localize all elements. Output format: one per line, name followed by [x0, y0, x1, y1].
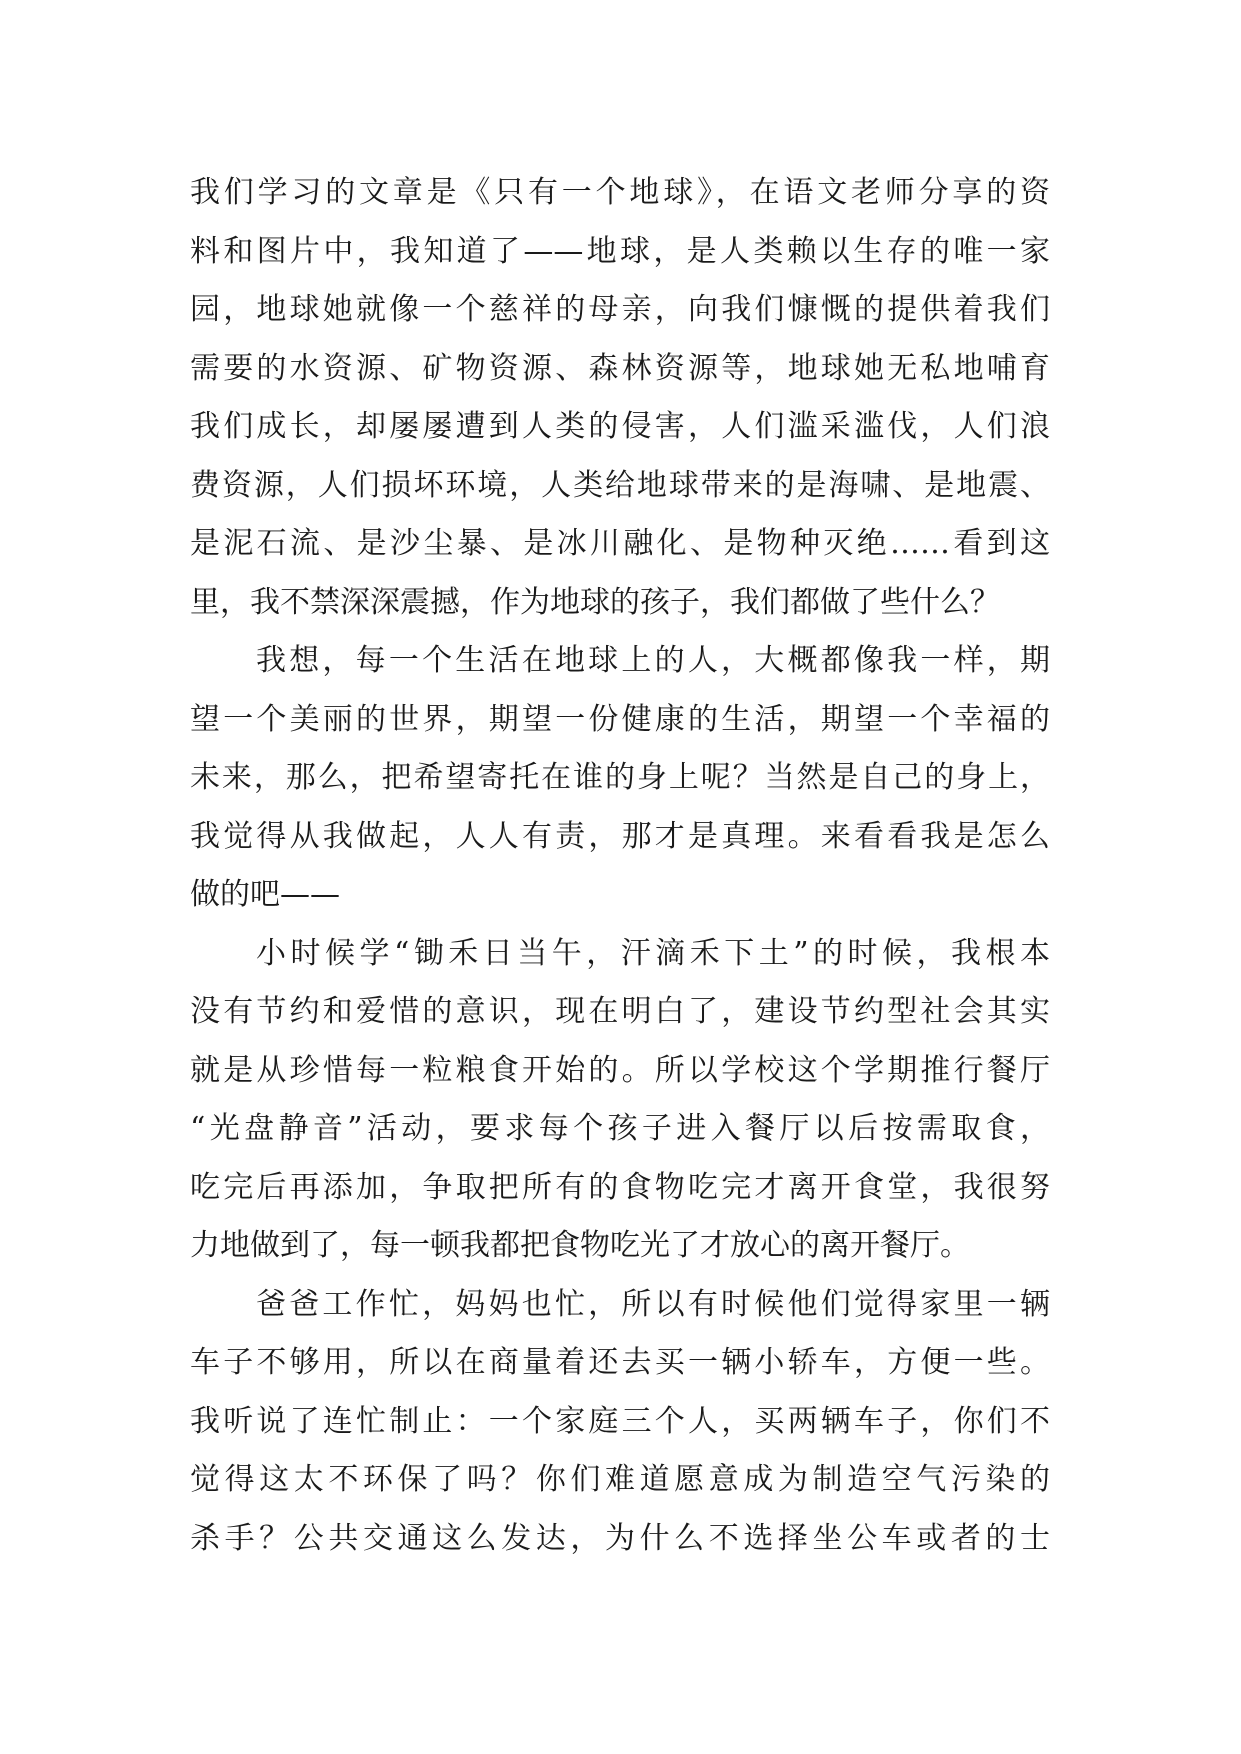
text-line: 是泥石流、是沙尘暴、是冰川融化、是物种灭绝……看到这	[190, 526, 1050, 561]
text-line: 杀手？公共交通这么发达，为什么不选择坐公车或者的士	[190, 1520, 1050, 1556]
text-line: 觉得这太不环保了吗？你们难道愿意成为制造空气污染的	[190, 1462, 1050, 1497]
body-text	[190, 164, 1050, 1568]
text-line: 费资源，人们损坏环境，人类给地球带来的是海啸、是地震、	[190, 467, 1050, 503]
text-line: 就是从珍惜每一粒粮食开始的。所以学校这个学期推行餐厅	[190, 1052, 1050, 1088]
paragraph-first-line: 爸爸工作忙，妈妈也忙，所以有时候他们觉得家里一辆	[256, 1286, 1050, 1322]
text-line: 做的吧——	[190, 877, 340, 912]
text-line: “光盘静音”活动，要求每个孩子进入餐厅以后按需取食，	[190, 1111, 1050, 1146]
text-line: 望一个美丽的世界，期望一份健康的生活，期望一个幸福的	[190, 701, 1050, 737]
text-line: 我听说了连忙制止：一个家庭三个人，买两辆车子，你们不	[190, 1403, 1050, 1439]
text-line: 园，地球她就像一个慈祥的母亲，向我们慷慨的提供着我们	[190, 292, 1050, 327]
text-line: 车子不够用，所以在商量着还去买一辆小轿车，方便一些。	[190, 1345, 1050, 1380]
text-line: 料和图片中，我知道了——地球，是人类赖以生存的唯一家	[190, 233, 1050, 269]
paragraph-first-line: 小时候学“锄禾日当午，汗滴禾下土”的时候，我根本	[256, 935, 1050, 971]
paragraph-first-line: 我想，每一个生活在地球上的人，大概都像我一样，期	[256, 643, 1050, 678]
text-line: 吃完后再添加，争取把所有的食物吃完才离开食堂，我很努	[190, 1169, 1050, 1205]
text-line: 需要的水资源、矿物资源、森林资源等，地球她无私地哺育	[190, 350, 1050, 386]
text-line: 我觉得从我做起，人人有责，那才是真理。来看看我是怎么	[190, 818, 1050, 854]
text-line: 力地做到了，每一顿我都把食物吃光了才放心的离开餐厅。	[190, 1228, 970, 1263]
text-line: 我们成长，却屡屡遭到人类的侵害，人们滥采滥伐，人们浪	[190, 409, 1050, 444]
text-line: 里，我不禁深深震撼，作为地球的孩子，我们都做了些什么？	[190, 584, 1000, 620]
text-line: 没有节约和爱惜的意识，现在明白了，建设节约型社会其实	[190, 994, 1050, 1029]
text-line: 我们学习的文章是《只有一个地球》，在语文老师分享的资	[190, 175, 1050, 210]
text-line: 未来，那么，把希望寄托在谁的身上呢？当然是自己的身上，	[190, 760, 1050, 795]
